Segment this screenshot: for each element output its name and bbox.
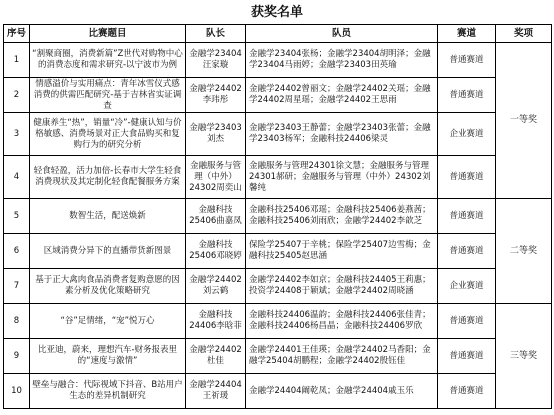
cell-no: 3 (4, 113, 30, 156)
cell-topic: “割聚商圈，消费新篇”Z世代对购物中心的消费态度和需求研究-以宁波市为例 (30, 43, 186, 78)
cell-members: 金融学23403王静蕾；金融学23403张蕾；金融学23403杨军；金融科技24406梁灵 (246, 113, 438, 156)
cell-award-first: 一等奖 (496, 43, 552, 199)
cell-track: 企业赛道 (438, 269, 496, 304)
cell-leader: 金融学23403刘杰 (186, 113, 246, 156)
cell-track: 普通赛道 (438, 234, 496, 269)
cell-topic: 轻食轻盈，活力加倍-长春市大学生轻食消费现状及其定制化轻食配餐服务方案 (30, 156, 186, 199)
cell-leader: 金融服务与管理（中外）24302周奕山 (186, 156, 246, 199)
cell-track: 普通赛道 (438, 339, 496, 374)
table-row (4, 234, 552, 269)
cell-leader: 金融学24402杜佳 (186, 339, 246, 374)
header-award: 奖项 (496, 25, 552, 43)
cell-members: 金融学24402李如京；金融科技24405王莉惠；投资学24408于颖斌；金融学24402周晓涵 (246, 269, 438, 304)
header-topic: 比赛题目 (30, 25, 186, 43)
table-row (4, 156, 552, 199)
cell-no: 8 (4, 304, 30, 339)
cell-no: 5 (4, 199, 30, 234)
cell-leader: 金融学24402刘云鹤 (186, 269, 246, 304)
award-table (3, 24, 552, 409)
cell-topic: 区域消费分异下的直播带货新图景 (30, 234, 186, 269)
cell-no: 1 (4, 43, 30, 78)
cell-topic: 基于正大禽肉食品消费者复购意愿的因素分析及优化策略研究 (30, 269, 186, 304)
cell-no: 4 (4, 156, 30, 199)
cell-topic: “谷”足情绪，“宠”悦万心 (30, 304, 186, 339)
cell-track: 普通赛道 (438, 199, 496, 234)
table-row (4, 339, 552, 374)
header-leader: 队长 (186, 25, 246, 43)
cell-no: 9 (4, 339, 30, 374)
cell-topic: 健康养生“热”，销量“冷”-健康认知与价格敏感、消费场景对正大食品购买和复购行为的研究分析 (30, 113, 186, 156)
cell-track: 普通赛道 (438, 78, 496, 113)
cell-members: 金融科技24406温韵；金融科技24406张佳青；金融科技24406杨昌晶；金融科技24406罗欣 (246, 304, 438, 339)
cell-track: 企业赛道 (438, 113, 496, 156)
cell-topic: 数智生活，配送焕新 (30, 199, 186, 234)
table-row (4, 374, 552, 409)
cell-leader: 金融学23404汪家璇 (186, 43, 246, 78)
cell-leader: 金融科技24406李晗菲 (186, 304, 246, 339)
cell-no: 2 (4, 78, 30, 113)
cell-topic: 壁垒与融合：代际视域下抖音、B站用户生态的差异机制研究 (30, 374, 186, 409)
table-row (4, 78, 552, 113)
cell-topic: 情感溢价与实用痛点：青年冰雪仪式感消费的供需匹配研究-基于吉林省实证调查 (30, 78, 186, 113)
cell-members: 金融服务与管理24301徐文慧；金融服务与管理24301郝研；金融服务与管理（中外）24302刘馨纯 (246, 156, 438, 199)
cell-award-second: 二等奖 (496, 199, 552, 304)
table-row (4, 304, 552, 339)
cell-track: 普通赛道 (438, 156, 496, 199)
page-title: 获奖名单 (250, 5, 303, 20)
cell-leader: 金融科技25406曲嘉凤 (186, 199, 246, 234)
header-track: 赛道 (438, 25, 496, 43)
cell-members: 金融学24402曾丽文；金融学24402关瑶；金融学24402周星瑶；金融学24402王思雨 (246, 78, 438, 113)
table-row (4, 269, 552, 304)
table-header-row (4, 25, 552, 43)
cell-members: 金融学23404张杨；金融学23404胡明泽；金融学23404马雨婷；金融学23403田英瑜 (246, 43, 438, 78)
header-members: 队员 (246, 25, 438, 43)
cell-track: 普通赛道 (438, 374, 496, 409)
cell-members: 保险学25407于辛桃；保险学25407边雪梅；金融科技25405赵思涵 (246, 234, 438, 269)
table-row (4, 43, 552, 78)
cell-leader: 金融学24404王祈瑗 (186, 374, 246, 409)
table-row (4, 199, 552, 234)
header-no: 序号 (4, 25, 30, 43)
cell-no: 7 (4, 269, 30, 304)
cell-track: 普通赛道 (438, 43, 496, 78)
cell-members: 金融学24401王佳瑛；金融学24402马香阳；金融学25404胡鹏程；金融学24402殷钰佳 (246, 339, 438, 374)
cell-leader: 金融学24402李玮彤 (186, 78, 246, 113)
cell-leader: 金融科技25406邓晓婷 (186, 234, 246, 269)
cell-members: 金融学24404阚乾凤；金融学24404戚玉乐 (246, 374, 438, 409)
cell-no: 6 (4, 234, 30, 269)
cell-track: 普通赛道 (438, 304, 496, 339)
table-row (4, 113, 552, 156)
cell-no: 10 (4, 374, 30, 409)
cell-topic: 比亚迪，蔚来，理想汽车-财务报表里的“速度与激情” (30, 339, 186, 374)
cell-award-third: 三等奖 (496, 304, 552, 409)
cell-members: 金融科技25406邓瑶；金融科技25406姜燕茜；金融科技25406刘雨欣；金融学24402李歆芝 (246, 199, 438, 234)
